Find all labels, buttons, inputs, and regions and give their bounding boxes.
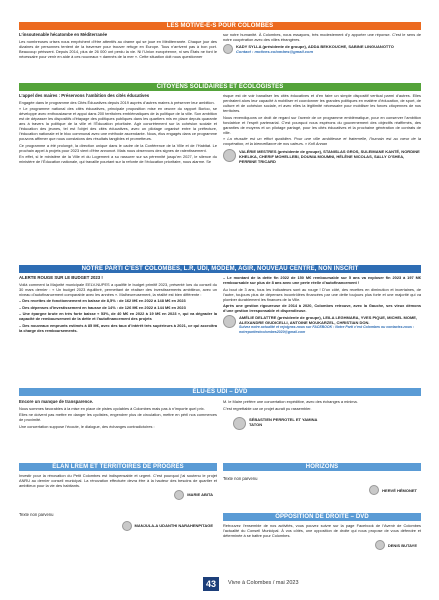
horizons-signature-name: HERVÉ HÉMONET — [382, 487, 417, 493]
citoyens-p3: Ce programme a été prolongé, la direction unique dans le cadre de la Conférence de la Ville et de l’Habitat. Le prochain appel à projets pour 2023 vient d’être annoncé. Mais nous observons des signes de ralentissement. — [19, 142, 217, 153]
notre-parti-r3: Après une gestion rigoureuse de 2014 à 2020, Colombes retrouve, avec la Gauche, ses vieux démons d’une gestion irresponsable et dispendieuse. — [223, 303, 421, 314]
notre-parti-title: ALERTE ROUGE SUR LE BUDGET 2023 ! — [19, 275, 103, 280]
section-band-citoyens: CITOYENS SOLIDAIRES ET ÉCOLOGISTES — [19, 83, 421, 91]
elus-udi-r1: M. le Maire préfère une concertation expéditive, avec des échanges a minima. — [223, 399, 358, 404]
elan-column — [19, 473, 217, 573]
section-band-notre-parti: NOTRE PARTI C’EST COLOMBES, L.R, UDI, MODEM, AGIR, NOUVEAU CENTRE, NON INSCRIT — [19, 265, 421, 273]
opposition-text: Retrouvez l’ensemble de nos activités, vous pouvez suivre sur la page Facebook de l’Avenir de Colombes l’actualité du Conseil Municipal. À vos côtés, une opposition de droite qui nous propose de vous défendre et déterminée à se battre pour Colombes. — [223, 523, 421, 538]
horizons-column — [223, 473, 421, 511]
citoyens-p1: Engagée dans le programme des Cités Éducatives depuis 2019 auprès d’autres maires à préserver leur ambition. — [19, 99, 215, 105]
elus-udi-l1: Nous sommes favorables à la mise en place de pistes cyclables à Colombes mais pas à n’importe quel prix. — [19, 405, 205, 411]
elus-udi-signature — [233, 417, 421, 430]
notre-parti-follow: Suivez notre actualité et rejoignez-nous sur FACEBOOK : Notre Parti c’est Colombes ou contactez-nous : notrepartiestcolombes2020@gmail.com — [239, 325, 415, 334]
citoyens-p4: En effet, si le ministère de la Ville et du Logement a su rassurer sur sa pérennité jusqu’en 2027, le silence du ministère de l’Éducation nationale, qui travaille pourtant sur la refonte de l’éducation prioritaire, nous alarme. Se — [19, 154, 217, 165]
section-band-horizons: HORIZONS — [223, 463, 421, 471]
citoyens-signature-names: VALÉRIE MESTRES (présidente de groupe), STANISLAS GROS, SULEIMANE KANTÉ, NORDINE KHELIKA, CHERIF MOHELLEBI, DOUNIA MOUMNI, HÉLÈNE NICOLAS, SALLY O’SHEA, PERRINE TRICARD — [239, 149, 420, 165]
horizons-text-not-received: Texte non parvenu — [223, 476, 258, 481]
notre-parti-bullet-2: – Des dépenses d’investissement en hausse de 14% : de 126 M€ en 2022 à 144 M€ en 2023 — [19, 304, 186, 310]
avatar — [223, 149, 236, 162]
elan-signature-1-name: MARIE ABITA — [187, 492, 213, 498]
notre-parti-signature-names: AMÉLIE DELATTRE (présidente de groupe), LEILA LEGHMARA, YVES PIQUE, MICHEL MOME, ALEXANDRE GIUDICELLI, ANTOINE MOUKARZEL, CHRISTIAN DON. — [239, 315, 418, 326]
elan-signature-2 — [19, 521, 213, 531]
notre-parti-r2: Au bout de 3 ans, tous les indicateurs sont au rouge ! D’un côté, des recettes en diminution et incertaines, de l’autre, toujours plus de dépenses incontrôlées financées par une dette toujours plus forte et une majorité qui va plomber durablement les finances de la Ville. — [223, 286, 421, 302]
notre-parti-bullet-1: – Des recettes de fonctionnement en baisse de 8,5% : de 162 M€ en 2022 à 148 M€ en 2023 — [19, 298, 186, 304]
opposition-column — [223, 523, 421, 573]
motives-title: L’insoutenable hécatombe en Méditerranée — [19, 32, 108, 37]
elan-signature-1 — [19, 490, 213, 500]
avatar — [233, 417, 246, 430]
elan-signature-2-name: MANJULA-A UDANTHI NARAHENPITAGE — [134, 523, 213, 529]
motives-text-right: sur notre humanité. À Colombes, nous essayons, très modestement d’y apporter une réponse. C’est le sens de notre coopération avec des villes étrangères. — [223, 32, 421, 42]
notre-parti-p1: Voilà comment la Majorité municipale EELV-NUPES a qualifié le budget primitif 2023, présenté lors du conseil du 30 mars dernier : « Un budget 2023 équilibré, permettant de réaliser des investissements ambitieux, avec un niveau d’autofinancement comparable avec les années ». Malheureusement, la réalité est bien différente : — [19, 281, 217, 297]
motives-text-left: Les nombreuses crises nous empêchent d’être attentifs au drame qui se joue en Méditerranée. Chaque jour des dizaines de personnes tentent de la traverser pour trouver refuge en Europe. Tous n’arrivent pas à bon port. Beaucoup périssent. Depuis 2014, plus de 26 000 ont perdu la vie. Ni l’Union européenne, ni ses États ne font le nécessaire pour venir en aide à ces nouveaux « damnés de la mer ». Cette situation doit nous questionner — [19, 38, 217, 59]
motives-left-column — [19, 32, 217, 80]
citoyens-p2: « Le programme national des cités éducatives, principale proposition mise en œuvre du rapport Borloo, se développe avec enthousiasme et appui dans 200 territoires emblématiques de la politique de la ville. Son ambition est de dépasser les dispositifs d’étayage des politiques publiques dans les quartiers mis en place depuis quarante ans à travers la politique de la ville et l’Éducation prioritaire. Agir concrètement sur la cohésion sociale et l’éducation des jeunes, tel est l’objet des cités éducatives, avec un pilotage organisé entre la préfecture, l’éducation nationale et le bloc communal avec une méthode ascendante. Nous, élus engagés dans ce programme pouvons affirmer que nous constatons des résultats tangibles et prometteurs. — [19, 106, 217, 142]
citoyens-r1: risque est de voir banaliser les cités éducatives et d’en faire un simple dispositif vertical parmi d’autres. Elles perdraient alors leur capacité à mobiliser et coordonner les grandes politiques en matière d’éducation, de sport, de culture et de cohésion sociale, et avec elles la légitimité nécessaire pour mobiliser les forces citoyennes de nos territoires. — [223, 93, 421, 113]
citoyens-quote: « La réussite est un effort quotidien. Pour une ville ambitieuse et fraternelle, l’humain est au cœur de la coopération, et la bienveillance de nos valeurs. » Kofi Annan — [223, 136, 421, 147]
avatar — [375, 540, 385, 550]
avatar — [122, 521, 132, 531]
elus-udi-left-column — [19, 399, 217, 461]
elus-udi-l2: Elles ne doivent pas mettre en danger les cyclistes, engendrer plus de circulation, mettre en péril nos commerces de proximité. — [19, 412, 217, 423]
elus-udi-l3: Une concertation suppose l’écoute, le dialogue, des échanges contradictoires : — [19, 423, 155, 429]
notre-parti-r1: – Le montant de la dette fin 2022 de 150 M€ remboursable sur 5 ans va exploser fin 2023 à 197 M€ remboursable sur plus de 8 ans avec une perte réelle d’autofinancement ! — [223, 275, 421, 285]
page-footer — [0, 577, 439, 595]
section-band-opposition: OPPOSITION DE DROITE – DVD — [223, 513, 421, 521]
citoyens-right-column — [223, 93, 421, 261]
motives-contact: Contact : motives.colombes@gmail.com — [236, 49, 314, 54]
avatar — [369, 485, 379, 495]
avatar — [223, 44, 233, 54]
elan-text-not-received: Texte non parvenu — [19, 511, 54, 517]
notre-parti-left-column — [19, 275, 217, 385]
section-band-motives: LES MOTIVÉ-E-S POUR COLOMBES — [19, 22, 421, 30]
elus-udi-signature-names: SÉBASTIEN PERROTEL ET YAMINA TATON — [249, 416, 318, 427]
citoyens-r2: Nous revendiquons ce droit de regard sur l’avenir de ce programme emblématique, pour en conserver l’ambition fondatrice et l’esprit partenarial. C’est pourquoi nous espérons du gouvernement des objectifs réaffirmés, des garanties de moyens et un pilotage partagé, pour les cités éducatives et la prochaine génération de contrats de ville. — [223, 114, 421, 135]
citoyens-signature — [223, 149, 421, 164]
citoyens-left-column — [19, 93, 217, 261]
magazine-title: Vivre à Colombes / mai 2023 — [228, 580, 299, 586]
elus-udi-title: Encore un manque de transparence. — [19, 399, 94, 404]
motives-signature — [223, 44, 421, 54]
avatar — [223, 315, 236, 328]
motives-signature-names: KADY SYLLA (présidente de groupe), ADDA BEKKOUCHE, SABINE LINGUANOTTO — [236, 44, 394, 49]
section-band-elus-udi: ÉLU-ES UDI – DVD — [19, 388, 421, 396]
section-band-elan: ÉLAN LREM ET TERRITOIRES DE PROGRÈS — [19, 463, 217, 471]
motives-right-column — [223, 32, 421, 80]
notre-parti-signature — [223, 315, 421, 334]
notre-parti-bullet-3: – Une épargne brute en très forte baisse « 53%, de 40 M€ en 2022 à 19 M€ en 2023 », qui va dégrader la capacité de remboursement de la dette et l’autofinancement des projets — [19, 311, 217, 322]
horizons-signature — [223, 485, 417, 495]
citoyens-title: L’appel des maires : Préservons l’ambition des cités éducatives — [19, 93, 150, 98]
avatar — [174, 490, 184, 500]
notre-parti-right-column — [223, 275, 421, 385]
opposition-signature — [223, 540, 417, 550]
elus-udi-right-column — [223, 399, 421, 461]
notre-parti-bullet-4: – Des nouveaux emprunts estimés à 85 M€, avec des taux d’intérêt très supérieurs à 2021, ce qui accroîtra la charge des remboursements. — [19, 322, 217, 333]
elus-udi-r2: C’est regrettable car ce projet aurait pu rassembler. — [223, 405, 312, 411]
page-number: 43 — [203, 577, 219, 591]
elan-text: Investir pour la rénovation du Petit Colombes est indispensable et urgent. C’est pourquoi j’ai soutenu le projet ANRU au dernier conseil municipal. La rénovation effectuée devra être à la hauteur des besoins de quartier et ambitieux pour la vie des habitants. — [19, 473, 217, 488]
opposition-signature-name: DENIS BUTAYE — [387, 542, 417, 548]
